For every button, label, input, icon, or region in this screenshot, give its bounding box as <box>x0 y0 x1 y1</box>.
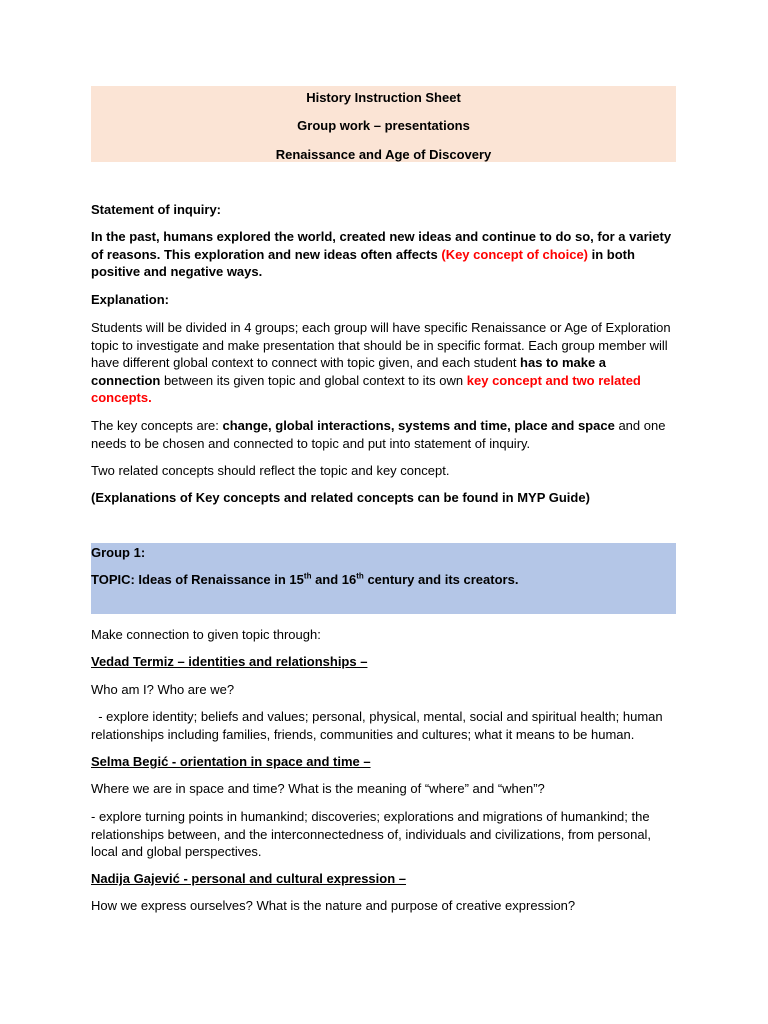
explanation-paragraph-2 <box>91 417 676 452</box>
connection-question-2: Where we are in space and time? What is the meaning of “where” and “when”? <box>91 781 545 796</box>
inquiry-text-b: in both positive and negative ways. <box>91 246 635 279</box>
group-1-topic-b: and 16 <box>311 572 357 587</box>
connection-question-3: How we express ourselves? What is the nature and purpose of creative expression? <box>91 898 576 913</box>
inquiry-label: Statement of inquiry: <box>91 202 222 217</box>
explanation-paragraph-4: (Explanations of Key concepts and related concepts can be found in MYP Guide) <box>91 490 590 505</box>
group-1-label: Group 1: <box>91 545 146 560</box>
explanation-label: Explanation: <box>91 292 170 307</box>
explanation-paragraph-1 <box>91 319 676 407</box>
connection-heading-2: Selma Begić - orientation in space and time – <box>91 754 371 769</box>
group-1-topic-c: century and its creators. <box>363 572 519 587</box>
connection-heading-1: Vedad Termiz – identities and relationships – <box>91 654 368 669</box>
document-title: History Instruction Sheet <box>306 90 461 105</box>
inquiry-text-a: In the past, humans explored the world, created new ideas and continue to do so, for a variety of reasons. This exploration and new ideas often affects <box>91 229 672 262</box>
explanation-p2-bold: change, global interactions, systems and time, place and space <box>222 418 615 433</box>
inquiry-key-concept: (Key concept of choice) <box>441 246 588 262</box>
explanation-p1-b: between its given topic and global context to its own <box>160 372 467 388</box>
group-1-topic-a: TOPIC: Ideas of Renaissance in 15 <box>91 572 304 587</box>
explanation-p1-red: key concept and two related concepts. <box>91 372 641 405</box>
document-topic: Renaissance and Age of Discovery <box>275 147 492 162</box>
document-subtitle: Group work – presentations <box>297 118 470 133</box>
explanation-paragraph-3: Two related concepts should reflect the topic and key concept. <box>91 463 450 478</box>
explanation-p1-bold: has to make a connection <box>91 355 607 388</box>
explanation-p2-a: The key concepts are: <box>91 418 223 433</box>
connection-description-1: - explore identity; beliefs and values; personal, physical, mental, social and spiritual health; human relationships including families, friends, communities and cultures; what it means to be human. <box>91 709 667 742</box>
group-1-sup-1: th <box>303 571 312 581</box>
group-1-topic <box>91 571 676 589</box>
connection-intro: Make connection to given topic through: <box>91 627 321 642</box>
explanation-p2-b: and one needs to be chosen and connected to topic and put into statement of inquiry. <box>91 418 666 451</box>
explanation-p1-a: Students will be divided in 4 groups; each group will have specific Renaissance or Age of Exploration topic to investigate and make presentation that should be in specific format. Each group member will have different global context to connect with topic given, and each student <box>91 320 671 370</box>
connection-description-2: - explore turning points in humankind; discoveries; explorations and migrations of humankind; the relationships between, and the interconnectedness of, individuals and civilizations, from personal, local and global perspectives. <box>91 809 652 859</box>
header-box <box>91 86 676 162</box>
inquiry-statement <box>91 228 676 281</box>
connection-heading-3: Nadija Gajević - personal and cultural expression – <box>91 871 407 886</box>
connection-question-1: Who am I? Who are we? <box>91 682 235 697</box>
group-1-sup-2: th <box>356 571 364 581</box>
